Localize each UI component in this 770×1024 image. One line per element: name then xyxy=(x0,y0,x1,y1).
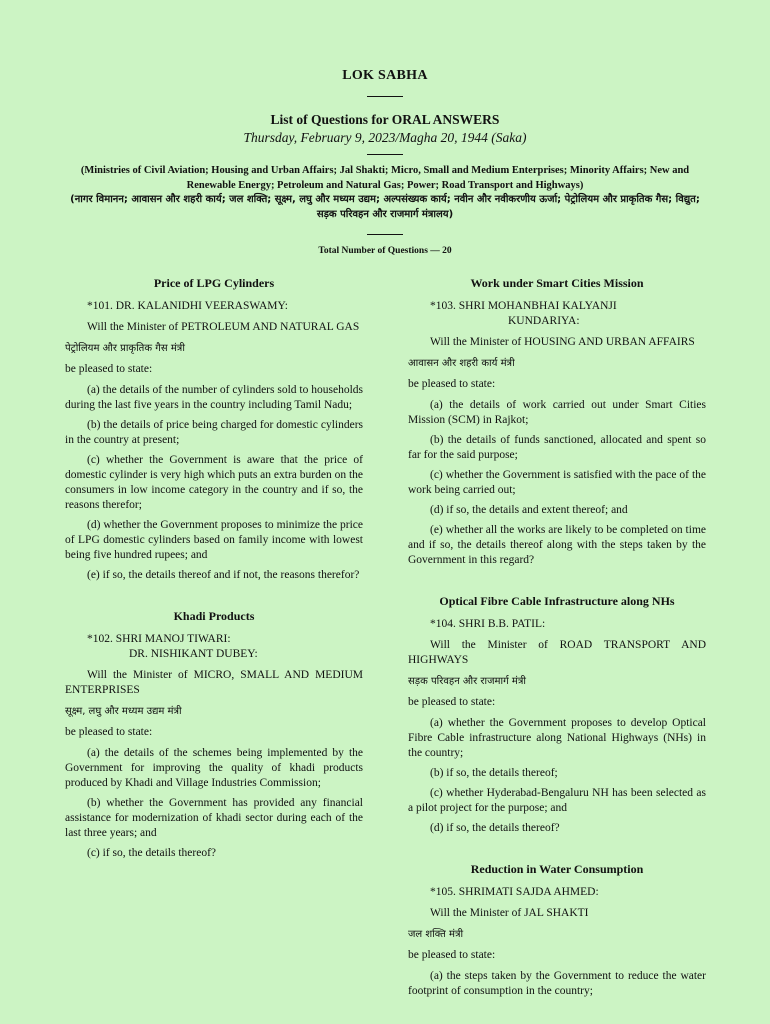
question-title: Price of LPG Cylinders xyxy=(153,276,275,290)
minister-line: Will the Minister of HOUSING AND URBAN AFFAIRS xyxy=(430,336,695,348)
question-part: (b) the details of funds sanctioned, allocated and spent so far for the said purpose; xyxy=(408,434,706,461)
total-questions: Total Number of Questions — 20 xyxy=(318,246,452,256)
question-part: (c) whether the Government is satisfied with the pace of the work being carried out; xyxy=(408,469,706,496)
pleased-to-state: be pleased to state: xyxy=(408,378,496,390)
minister-hindi: सूक्ष्म, लघु और मध्यम उद्यम मंत्री xyxy=(65,706,182,717)
question-part: (d) if so, the details thereof? xyxy=(430,822,560,834)
question-part: (a) the details of the number of cylinders sold to households during the last five years in the country including Tamil Nadu; xyxy=(65,384,363,411)
question-part: (e) whether all the works are likely to be completed on time and if so, the details thereof along with the steps taken by the Government in this regard? xyxy=(408,524,706,566)
question-part: (c) whether the Government is aware that the price of domestic cylinder is very high which puts an extra burden on the consumers in low income category in the country and if so, the reasons therefor; xyxy=(65,454,363,511)
ministries-hindi: (नागर विमानन; आवासन और शहरी कार्य; जल शक्ति; सूक्ष्म, लघु और मध्यम उद्यम; अल्पसंख्यक कार्य; नवीन और नवीकरणीय ऊर्जा; पेट्रोलियम और प्राकृतिक गैस; विद्युत; सड़क परिवहन और राजमार्ग मंत्रालय) xyxy=(70,194,700,220)
minister-hindi: सड़क परिवहन और राजमार्ग मंत्री xyxy=(408,676,526,687)
question-part: (a) the steps taken by the Government to reduce the water footprint of consumption in the country; xyxy=(408,970,706,997)
minister-hindi: जल शक्ति मंत्री xyxy=(408,929,464,940)
minister-line: Will the Minister of MICRO, SMALL AND MEDIUM ENTERPRISES xyxy=(65,669,363,696)
pleased-to-state: be pleased to state: xyxy=(408,949,496,961)
right-column xyxy=(408,276,706,1004)
question-part: (d) whether the Government proposes to minimize the price of LPG domestic cylinders based on family income with lowest being five hundred rupees; and xyxy=(65,519,363,561)
ministries-english: (Ministries of Civil Aviation; Housing and Urban Affairs; Jal Shakti; Micro, Small and Medium Enterprises; Minority Affairs; New and Renewable Energy; Petroleum and Natural Gas; Power; Road Transport and Highways) xyxy=(80,165,690,191)
sitting-date: Thursday, February 9, 2023/Magha 20, 1944 (Saka) xyxy=(243,130,527,145)
question-number: *101. DR. KALANIDHI VEERASWAMY: xyxy=(87,300,288,312)
pleased-to-state: be pleased to state: xyxy=(408,696,496,708)
question-part: (a) the details of the schemes being implemented by the Government for improving the quality of khadi products produced by Khadi and Village Industries Commission; xyxy=(65,747,363,789)
question-number: *105. SHRIMATI SAJDA AHMED: xyxy=(430,886,599,898)
question-title: Optical Fibre Cable Infrastructure along NHs xyxy=(439,594,675,608)
question-part: (d) if so, the details and extent thereof; and xyxy=(430,504,628,516)
pleased-to-state: be pleased to state: xyxy=(65,363,153,375)
minister-hindi: पेट्रोलियम और प्राकृतिक गैस मंत्री xyxy=(65,343,185,354)
question-part: (e) if so, the details thereof and if not, the reasons therefor? xyxy=(87,569,360,581)
question-part: (c) whether Hyderabad-Bengaluru NH has been selected as a pilot project for the purpose; and xyxy=(408,787,706,814)
pleased-to-state: be pleased to state: xyxy=(65,726,153,738)
question-part: (b) the details of price being charged for domestic cylinders in the country at present; xyxy=(65,419,363,446)
question-title: Khadi Products xyxy=(173,609,255,623)
question-part: (a) whether the Government proposes to develop Optical Fibre Cable infrastructure along National Highways (NHs) in the country; xyxy=(408,717,706,759)
left-column xyxy=(65,276,363,866)
divider xyxy=(367,96,403,97)
divider xyxy=(367,154,403,155)
question-number: *104. SHRI B.B. PATIL: xyxy=(430,618,546,630)
minister-line: Will the Minister of PETROLEUM AND NATURAL GAS xyxy=(87,321,360,333)
co-member: DR. NISHIKANT DUBEY: xyxy=(129,648,258,660)
minister-hindi: आवासन और शहरी कार्य मंत्री xyxy=(408,358,515,369)
question-title: Reduction in Water Consumption xyxy=(470,862,644,876)
question-part: (c) if so, the details thereof? xyxy=(87,847,216,859)
question-part: (a) the details of work carried out under Smart Cities Mission (SCM) in Rajkot; xyxy=(408,399,706,426)
question-title: Work under Smart Cities Mission xyxy=(470,276,644,290)
house-title: LOK SABHA xyxy=(342,68,428,83)
question-number: *103. SHRI MOHANBHAI KALYANJI xyxy=(430,300,617,312)
list-title: List of Questions for ORAL ANSWERS xyxy=(270,112,500,127)
divider xyxy=(367,234,403,235)
minister-line: Will the Minister of ROAD TRANSPORT AND HIGHWAYS xyxy=(408,639,706,666)
member-continuation: KUNDARIYA: xyxy=(508,315,580,327)
question-part: (b) if so, the details thereof; xyxy=(430,767,558,779)
minister-line: Will the Minister of JAL SHAKTI xyxy=(430,907,589,919)
question-part: (b) whether the Government has provided any financial assistance for modernization of khadi sector during each of the last three years; and xyxy=(65,797,363,839)
question-number: *102. SHRI MANOJ TIWARI: xyxy=(87,633,231,645)
